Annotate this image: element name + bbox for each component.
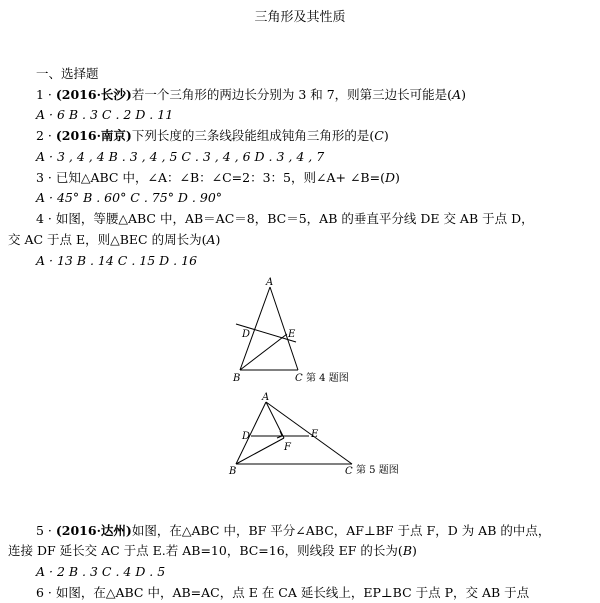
fig4-label-e: E <box>288 329 296 340</box>
question-3-answer: D <box>384 170 395 185</box>
question-6: 6 · 如图，在△ABC 中，AB=AC，点 E 在 CA 延长线上，EP⊥BC 于点 P，交 AB 于点 <box>36 585 530 600</box>
fig5-side-ab <box>236 402 266 464</box>
fig5-label-c: C <box>345 466 353 477</box>
question-5-options: A · 2 B . 3 C . 4 D . 5 <box>36 564 166 579</box>
question-3-close: ) <box>395 170 400 185</box>
question-1-source: (2016·长沙) <box>55 87 132 102</box>
question-2-text: 下列长度的三条线段能组成钝角三角形的是( <box>131 128 375 143</box>
question-2-number: 2 · <box>36 128 56 143</box>
question-5-answer: B <box>402 543 412 558</box>
section-heading: 一、选择题 <box>36 66 99 81</box>
question-1-number: 1 · <box>36 87 56 102</box>
question-5-line-2 <box>8 543 417 559</box>
question-1-text: 若一个三角形的两边长分别为 3 和 7，则第三边长可能是( <box>131 87 453 102</box>
question-1-close: ) <box>461 87 466 102</box>
question-5-line-1 <box>36 523 550 539</box>
question-4-close: ) <box>215 232 221 247</box>
question-5-text: 如图，在△ABC 中，BF 平分∠ABC，AF⊥BF 于点 F，D 为 AB 的中点， <box>131 523 551 538</box>
fig4-label-d: D <box>242 329 251 340</box>
question-4-line-1: 4 · 如图，等腰△ABC 中，AB＝AC＝8，BC＝5，AB 的垂直平分线 DE 交 AB 于点 D， <box>36 211 534 226</box>
fig4-label-c: C <box>295 373 303 384</box>
fig5-segment-af <box>266 402 284 438</box>
fig5-label-d: D <box>242 431 251 442</box>
question-5-text-2: 连接 DF 延长交 AC 于点 E.若 AB=10，BC=16，则线段 EF 的长为( <box>8 543 403 558</box>
fig5-side-ac <box>266 402 352 464</box>
question-5-source: (2016·达州) <box>55 523 132 538</box>
fig5-label-b: B <box>229 466 237 477</box>
fig4-label-b: B <box>233 373 241 384</box>
question-3-options: A · 45° B . 60° C . 75° D . 90° <box>36 190 223 205</box>
question-5-close: ) <box>412 543 417 558</box>
question-2-source: (2016·南京) <box>55 128 132 143</box>
question-1-options: A · 6 B . 3 C . 2 D . 11 <box>36 107 174 122</box>
question-4-options: A · 13 B . 14 C . 15 D . 16 <box>36 253 198 268</box>
fig4-label-a: A <box>266 277 274 288</box>
question-5-number: 5 · <box>36 523 56 538</box>
fig5-label-f: F <box>284 442 291 453</box>
question-2-options: A · 3 , 4 , 4 B . 3 , 4 , 5 C . 3 , 4 , 6 D . 3 , 4 , 7 <box>36 149 325 164</box>
question-2-answer: C <box>374 128 384 143</box>
question-4-text: 交 AC 于点 E，则△BEC 的周长为( <box>8 232 207 247</box>
question-3-text: 3 · 已知△ABC 中，∠A：∠B：∠C=2：3：5，则∠A+ ∠B=( <box>36 170 385 185</box>
question-2-close: ) <box>383 128 389 143</box>
question-4-answer: A <box>206 232 216 247</box>
fig5-label-a: A <box>262 392 270 403</box>
fig5-caption: 第 5 题图 <box>356 465 399 476</box>
fig5-label-e: E <box>311 429 319 440</box>
page-title: 三角形及其性质 <box>254 10 346 25</box>
question-1-answer: A <box>452 87 462 102</box>
fig4-caption: 第 4 题图 <box>306 373 349 384</box>
